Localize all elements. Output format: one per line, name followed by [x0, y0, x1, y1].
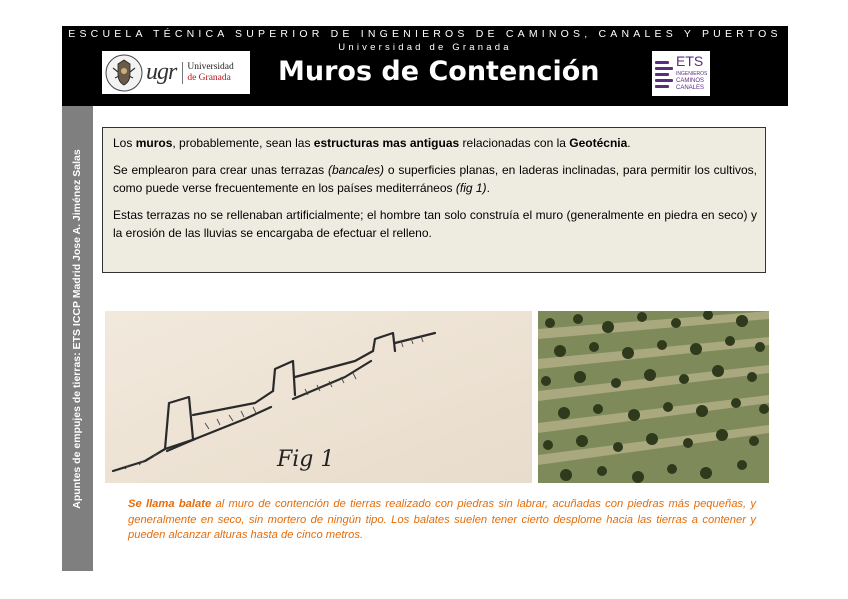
sidebar-strip	[62, 106, 93, 571]
terrace-sketch-figure	[105, 311, 532, 483]
ugr-mark: ugr	[146, 59, 177, 85]
p1-bold-estructuras: estructuras mas antiguas	[313, 136, 460, 150]
paragraph-3: Estas terrazas no se rellenaban artificialmente; el hombre tan solo construía el muro (generalmente en piedra en seco) y la erosión de las lluvias se encargaba de efectuar el relleno.	[113, 208, 757, 240]
header-banner	[62, 26, 788, 106]
p2-text: Se emplearon para crear unas terrazas	[113, 163, 328, 177]
ugr-line1: Universidad	[187, 61, 234, 72]
ets-logo	[652, 51, 710, 96]
p1-bold-geotecnia: Geotécnia	[569, 136, 628, 150]
p2-italic-fig: (fig 1)	[455, 181, 487, 195]
ets-emblem-icon	[652, 51, 710, 96]
caption-bold: Se llama balate	[128, 498, 212, 510]
figure-label: Fig 1	[277, 447, 335, 472]
ugr-logo	[102, 51, 250, 94]
paragraph-2	[113, 161, 757, 197]
p1-text: .	[627, 136, 631, 150]
p2-italic-bancales: (bancales)	[328, 163, 385, 177]
balate-caption	[128, 497, 756, 544]
p1-text: Los	[113, 136, 136, 150]
sidebar-credit: Apuntes de empujes de tierras: ETS ICCP Madrid Jose A. Jiménez Salas	[71, 149, 83, 509]
ugr-line2: de Granada	[187, 72, 231, 83]
p2-text: o superficies planas, en laderas inclinadas, para permitir los cultivos, como puede verse frecuentemente en los países mediterráneos	[113, 163, 758, 195]
p1-text: relacionadas con la	[459, 136, 570, 150]
olive-terraces-photo	[538, 311, 769, 483]
intro-textbox	[102, 127, 766, 273]
crest-icon	[105, 54, 143, 92]
p2-text: .	[486, 181, 490, 195]
school-name: ESCUELA TÉCNICA SUPERIOR DE INGENIEROS DE CAMINOS, CANALES Y PUERTOS	[68, 28, 782, 40]
p1-text: , probablemente, sean las	[172, 136, 314, 150]
ets-line2: CAMINOS	[676, 78, 705, 84]
caption-text: al muro de contención de tierras realizado con piedras sin labrar, acuñadas con piedras más pequeñas, y generalmente en seco, sin mortero de ningún tipo. Los balates suelen tener cierto desplome hacia las tierras a contener y pueden alcanzar alturas hasta de cinco metros.	[128, 498, 756, 541]
paragraph-1	[113, 134, 757, 152]
ets-line1: INGENIEROS	[676, 71, 708, 77]
ets-big-text: ETS	[676, 53, 704, 69]
ugr-wordmark	[182, 62, 233, 84]
page-title: Muros de Contención	[278, 56, 600, 87]
university-name: Universidad de Granada	[338, 42, 512, 53]
p1-bold-muros: muros	[135, 136, 173, 150]
ets-line3: CANALES	[676, 85, 705, 91]
